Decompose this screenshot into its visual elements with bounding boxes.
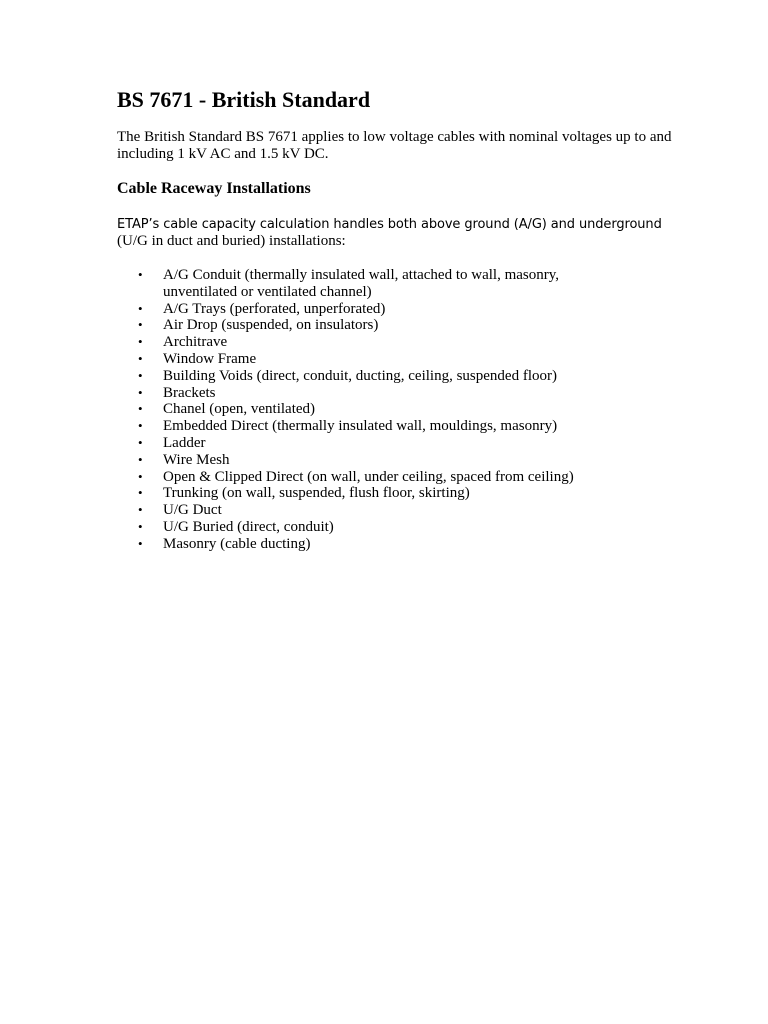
bullet-icon: • — [138, 502, 143, 518]
list-item — [117, 317, 677, 334]
list-item — [117, 485, 677, 502]
bullet-icon: • — [138, 518, 143, 534]
list-item-text: Building Voids (direct, conduit, ducting, ceiling, suspended floor) — [163, 367, 557, 384]
list-item-text: Masonry (cable ducting) — [163, 535, 311, 552]
calculation-rest-text: (U/G in duct and buried) installations: — [117, 233, 346, 249]
calculation-lead-text: ETAP’s cable capacity calculation handles both above ground (A/G) and underground — [117, 217, 662, 232]
page-title: BS 7671 - British Standard — [117, 87, 371, 112]
list-item-text: Window Frame — [163, 350, 257, 367]
list-item-text: Wire Mesh — [163, 451, 230, 468]
list-item — [117, 301, 677, 318]
bullet-icon: • — [138, 434, 143, 450]
list-item — [117, 351, 677, 368]
list-item — [117, 469, 677, 486]
list-item-text: Embedded Direct (thermally insulated wall, mouldings, masonry) — [163, 418, 558, 435]
list-item — [117, 502, 677, 519]
bullet-icon: • — [138, 384, 143, 400]
bullet-icon: • — [138, 300, 143, 316]
bullet-icon: • — [138, 535, 143, 551]
bullet-icon: • — [138, 401, 143, 417]
bullet-icon: • — [138, 317, 143, 333]
list-item — [117, 435, 677, 452]
section-heading: Cable Raceway Installations — [117, 180, 311, 197]
list-item — [117, 385, 677, 402]
intro-paragraph: The British Standard BS 7671 applies to low voltage cables with nominal voltages up to and including 1 kV AC and 1.5 kV DC. — [117, 129, 672, 162]
bullet-icon: • — [138, 267, 143, 282]
bullet-icon: • — [138, 334, 143, 350]
bullet-icon: • — [138, 418, 143, 434]
installation-list — [117, 267, 677, 553]
list-item-text: Chanel (open, ventilated) — [163, 401, 316, 418]
bullet-icon: • — [138, 485, 143, 501]
list-item — [117, 401, 677, 418]
list-item — [117, 418, 677, 435]
list-item-text: U/G Buried (direct, conduit) — [163, 518, 334, 535]
list-item-text: Open & Clipped Direct (on wall, under ceiling, spaced from ceiling) — [163, 468, 574, 485]
calculation-paragraph — [117, 216, 677, 250]
list-item-text: Air Drop (suspended, on insulators) — [163, 317, 379, 334]
list-item — [117, 267, 677, 301]
list-item — [117, 452, 677, 469]
list-item-text: Trunking (on wall, suspended, flush floor, skirting) — [163, 485, 470, 502]
list-item-text: Architrave — [163, 334, 228, 351]
list-item-text: U/G Duct — [163, 502, 222, 519]
list-item-text: A/G Trays (perforated, unperforated) — [163, 300, 386, 317]
bullet-icon: • — [138, 451, 143, 467]
bullet-icon: • — [138, 468, 143, 484]
list-item-text: Brackets — [163, 384, 216, 401]
bullet-icon: • — [138, 367, 143, 383]
list-item — [117, 368, 677, 385]
list-item — [117, 536, 677, 553]
bullet-icon: • — [138, 350, 143, 366]
list-item-text: A/G Conduit (thermally insulated wall, attached to wall, masonry, unventilated or ventilated channel) — [163, 267, 560, 300]
list-item — [117, 334, 677, 351]
list-item-text: Ladder — [163, 434, 206, 451]
list-item — [117, 519, 677, 536]
